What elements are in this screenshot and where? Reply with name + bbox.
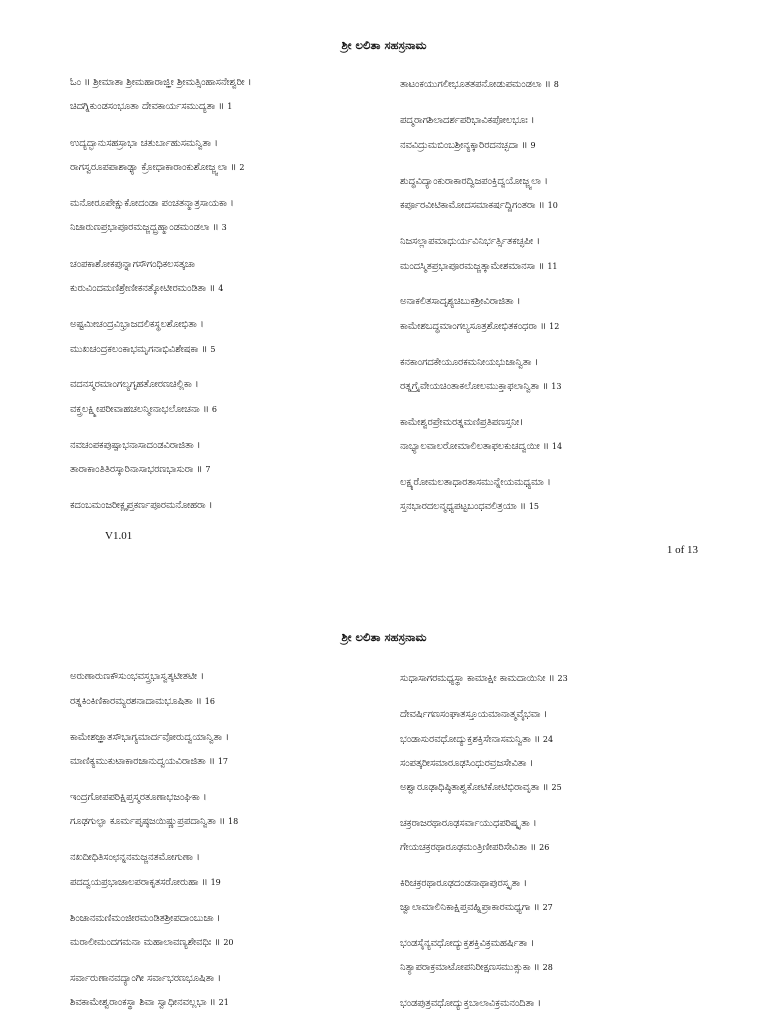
page-title: ಶ್ರೀ ಲಲಿತಾ ಸಹಸ್ರನಾಮ <box>341 630 427 644</box>
verse-line: ಪದದ್ವಯಪ್ರಭಾಜಾಲಪರಾಕೃತಸರೋರುಹಾ ॥ 19 <box>70 877 221 888</box>
verse-line: ಕಾಮೇಶಜ್ಞಾತಸೌಭಾಗ್ಯಮಾರ್ದವೋರುದ್ವಯಾನ್ವಿತಾ । <box>70 732 229 743</box>
verse-line: ಗೂಢಗುಲ್ಫಾ ಕೂರ್ಮಪೃಷ್ಠಜಯಿಷ್ಣುಪ್ರಪದಾನ್ವಿತಾ ॥ 18 <box>70 816 239 827</box>
verse-line: ಮನೋರೂಪೇಕ್ಷುಕೋದಂಡಾ ಪಂಚತನ್ಮಾತ್ರಸಾಯಕಾ । <box>70 198 234 209</box>
verse-number: 8 <box>553 80 559 89</box>
verse-line: ಚಕ್ರರಾಜರಥಾರೂಢಸರ್ವಾಯುಧಪರಿಷ್ಕೃತಾ । <box>400 818 537 829</box>
verse-number: 7 <box>205 465 211 474</box>
verse-number: 9 <box>530 141 536 150</box>
verse-line: ರತ್ನಕಿಂಕಿಣಿಕಾರಮ್ಯರಶನಾದಾಮಭೂಷಿತಾ ॥ 16 <box>70 696 215 707</box>
verse-line: ರಾಗಸ್ವರೂಪಪಾಶಾಢ್ಯಾ ಕ್ರೋಧಾಕಾರಾಂಕುಶೋಜ್ಜ್ವಲಾ ॥ 2 <box>70 162 245 173</box>
verse-number: 19 <box>210 878 221 887</box>
document-page-2 <box>0 590 768 1024</box>
verse-number: 21 <box>218 998 229 1007</box>
verse-line: ಮರಾಲೀಮಂದಗಮನಾ ಮಹಾಲಾವಣ್ಯಶೇವಧಿಃ ॥ 20 <box>70 937 234 948</box>
verse-number: 27 <box>542 903 553 912</box>
verse-line: ನಿಜಾರುಣಪ್ರಭಾಪೂರಮಜ್ಜದ್ಬ್ರಹ್ಮಾಂಡಮಂಡಲಾ ॥ 3 <box>70 222 227 233</box>
verse-line: ಸ್ತನಭಾರದಲನ್ಮಧ್ಯಪಟ್ಟಬಂಧವಲಿತ್ರಯಾ ॥ 15 <box>400 501 539 512</box>
verse-line: ಕಾಮೇಶ್ವರಪ್ರೇಮರತ್ನಮಣಿಪ್ರತಿಪಣಸ್ತನೀ। <box>400 417 524 428</box>
verse-line: ಕನಕಾಂಗದಕೇಯೂರಕಮನೀಯಭುಜಾನ್ವಿತಾ । <box>400 357 539 368</box>
verse-line: ಚಂಪಕಾಶೋಕಪುನ್ನಾಗಸೌಗಂಧಿಕಲಸತ್ಕಚಾ <box>70 259 195 270</box>
verse-line: ಪದ್ಮರಾಗಶಿಲಾದರ್ಶಪರಿಭಾವಿಕಪೋಲಭೂಃ । <box>400 115 535 126</box>
verse-line: ಭಂಡಪುತ್ರವಧೋದ್ಯುಕ್ತಬಾಲಾವಿಕ್ರಮನಂದಿತಾ । <box>400 998 541 1009</box>
verse-line: ಶಿವಕಾಮೇಶ್ವರಾಂಕಸ್ಥಾ ಶಿವಾ ಸ್ವಾಧೀನವಲ್ಲಭಾ ॥ 21 <box>70 997 229 1008</box>
verse-line: ಅಶ್ವಾರೂಢಾಧಿಷ್ಠಿತಾಶ್ವಕೋಟಿಕೋಟಿಭಿರಾವೃತಾ ॥ 25 <box>400 782 562 793</box>
verse-number: 18 <box>228 817 239 826</box>
verse-line: ಕರ್ಪೂರವೀಟಿಕಾಮೋದಸಮಾಕರ್ಷದ್ದಿಗಂತರಾ ॥ 10 <box>400 200 558 211</box>
verse-line: ಭಂಡಾಸುರವಧೋದ್ಯುಕ್ತಶಕ್ತಿಸೇನಾಸಮನ್ವಿತಾ ॥ 24 <box>400 734 554 745</box>
verse-number: 2 <box>239 163 245 172</box>
verse-line: ಶುದ್ಧವಿದ್ಯಾಂಕುರಾಕಾರದ್ವಿಜಪಂಕ್ತಿದ್ವಯೋಜ್ಜ್ವಲಾ । <box>400 176 548 187</box>
verse-number: 11 <box>547 262 558 271</box>
verse-line: ನಿಜಸಲ್ಲಾಪಮಾಧುರ್ಯವಿನಿರ್ಭರ್ತ್ಸಿತಕಚ್ಛಪೀ । <box>400 236 540 247</box>
verse-line: ಕಾಮೇಶಬದ್ಧಮಾಂಗಲ್ಯಸೂತ್ರಶೋಭಿತಕಂಧರಾ ॥ 12 <box>400 321 560 332</box>
verse-number: 5 <box>210 345 216 354</box>
verse-line: ಅಷ್ಟಮೀಚಂದ್ರವಿಭ್ರಾಜದಲಿಕಸ್ಥಲಶೋಭಿತಾ । <box>70 319 204 330</box>
verse-line: ನಾಭ್ಯಾಲವಾಲರೋಮಾಲಿಲತಾಫಲಕುಚದ್ವಯೀ ॥ 14 <box>400 441 563 452</box>
verse-line: ತಾರಾಕಾಂತಿತಿರಸ್ಕಾರಿನಾಸಾಭರಣಭಾಸುರಾ ॥ 7 <box>70 464 211 475</box>
verse-line: ನವಚಂಪಕಪುಷ್ಪಾಭನಾಸಾದಂಡವಿರಾಜಿತಾ । <box>70 440 201 451</box>
verse-line: ಕುರುವಿಂದಮಣಿಶ್ರೇಣೀಕನತ್ಕೋಟೀರಮಂಡಿತಾ ॥ 4 <box>70 283 224 294</box>
verse-line: ವಕ್ತ್ರಲಕ್ಷ್ಮೀಪರೀವಾಹಚಲನ್ಮೀನಾಭಲೋಚನಾ ॥ 6 <box>70 404 217 415</box>
verse-line: ಕದಂಬಮಂಜರೀಕ್ಲೃಪ್ತಕರ್ಣಪೂರಮನೋಹರಾ । <box>70 500 213 511</box>
verse-line: ಗೇಯಚಕ್ರರಥಾರೂಢಮಂತ್ರಿಣೀಪರಿಸೇವಿತಾ ॥ 26 <box>400 842 550 853</box>
verse-line: ಶಿಂಜಾನಮಣಿಮಂಜೀರಮಂಡಿತಶ್ರೀಪದಾಂಬುಜಾ । <box>70 913 221 924</box>
verse-line: ಜ್ವಾಲಾಮಾಲಿನಿಕಾಕ್ಷಿಪ್ತವಹ್ನಿಪ್ರಾಕಾರಮಧ್ಯಗಾ ॥ 27 <box>400 902 553 913</box>
verse-number: 26 <box>539 843 550 852</box>
verse-number: 16 <box>204 697 215 706</box>
verse-line: ಸಂಪತ್ಕರೀಸಮಾರೂಢಸಿಂಧುರವ್ರಜಸೇವಿತಾ । <box>400 758 534 769</box>
verse-number: 15 <box>528 502 539 511</box>
verse-line: ಸರ್ವಾರುಣಾನವದ್ಯಾಂಗೀ ಸರ್ವಾಭರಣಭೂಷಿತಾ । <box>70 973 221 984</box>
page-number: 1 of 13 <box>666 544 698 556</box>
verse-number: 3 <box>221 223 227 232</box>
page-title: ಶ್ರೀ ಲಲಿತಾ ಸಹಸ್ರನಾಮ <box>341 38 427 52</box>
verse-number: 12 <box>549 322 560 331</box>
verse-number: 20 <box>223 938 234 947</box>
verse-line: ಇಂದ್ರಗೋಪಪರಿಕ್ಷಿಪ್ತಸ್ಮರತೂಣಾಭಜಂಘಿಕಾ । <box>70 792 207 803</box>
verse-number: 25 <box>551 783 562 792</box>
verse-number: 28 <box>542 963 553 972</box>
verse-line: ಕಿರಿಚಕ್ರರಥಾರೂಢದಂಡನಾಥಾಪುರಸ್ಕೃತಾ । <box>400 878 527 889</box>
verse-line: ಅನಾಕಲಿತಸಾದೃಶ್ಯಚಿಬುಕಶ್ರೀವಿರಾಜಿತಾ । <box>400 296 521 307</box>
verse-number: 17 <box>217 757 229 766</box>
verse-line: ವದನಸ್ಮರಮಾಂಗಲ್ಯಗೃಹತೋರಣಚಿಲ್ಲಿಕಾ । <box>70 379 199 390</box>
verse-number: 10 <box>547 201 558 210</box>
verse-number: 13 <box>551 382 562 391</box>
verse-number: 14 <box>551 442 563 451</box>
verse-line: ದೇವರ್ಷಿಗಣಸಂಘಾತಸ್ತೂಯಮಾನಾತ್ಮವೈಭವಾ । <box>400 709 548 720</box>
verse-line: ಭಂಡಸೈನ್ಯವಧೋದ್ಯುಕ್ತಶಕ್ತಿವಿಕ್ರಮಹರ್ಷಿತಾ । <box>400 938 535 949</box>
verse-line: ಮಾಣಿಕ್ಯಮುಕುಟಾಕಾರಜಾನುದ್ವಯವಿರಾಜಿತಾ ॥ 17 <box>70 756 229 767</box>
verse-line: ಲಕ್ಷ್ಯರೋಮಲತಾಧಾರತಾಸಮುನ್ನೇಯಮಧ್ಯಮಾ । <box>400 477 551 488</box>
verse-line: ಮುಖಚಂದ್ರಕಲಂಕಾಭಮೃಗನಾಭಿವಿಶೇಷಕಾ ॥ 5 <box>70 344 216 355</box>
verse-line: ಚಿದಗ್ನಿಕುಂಡಸಂಭೂತಾ ದೇವಕಾರ್ಯಸಮುದ್ಯತಾ ॥ 1 <box>70 101 233 112</box>
verse-line: ಓಂ ॥ ಶ್ರೀಮಾತಾ ಶ್ರೀಮಹಾರಾಜ್ಞೀ ಶ್ರೀಮತ್ಸಿಂಹಾಸನೇಶ್ವರೀ । <box>70 77 252 88</box>
verse-line: ಮಂದಸ್ಮಿತಪ್ರಭಾಪೂರಮಜ್ಜತ್ಕಾಮೇಶಮಾನಸಾ ॥ 11 <box>400 261 558 272</box>
verse-line: ನವವಿದ್ರುಮಬಿಂಬಶ್ರೀನ್ಯಕ್ಕಾರಿರದನಚ್ಛದಾ ॥ 9 <box>400 140 536 151</box>
verse-line: ಅರುಣಾರುಣಕೌಸುಂಭವಸ್ತ್ರಭಾಸ್ವತ್ಕಟೀತಟೀ । <box>70 671 204 682</box>
verse-line: ಉದ್ಯದ್ಭಾನುಸಹಸ್ರಾಭಾ ಚತುರ್ಬಾಹುಸಮನ್ವಿತಾ । <box>70 138 218 149</box>
verse-number: 24 <box>542 735 554 744</box>
verse-line: ರತ್ನಗ್ರೈವೇಯಚಿಂತಾಕಲೋಲಮುಕ್ತಾಫಲಾನ್ವಿತಾ ॥ 13 <box>400 381 562 392</box>
verse-line: ನಿತ್ಯಾಪರಾಕ್ರಮಾಟೋಪನಿರೀಕ್ಷಣಸಮುತ್ಸುಕಾ ॥ 28 <box>400 962 553 973</box>
verse-line: ತಾಟಂಕಯುಗಲೀಭೂತತಪನೋಡುಪಮಂಡಲಾ ॥ 8 <box>400 79 559 90</box>
verse-number: 23 <box>557 674 568 683</box>
verse-number: 4 <box>218 284 224 293</box>
verse-number: 1 <box>227 102 233 111</box>
verse-line: ನಖದೀಧಿತಿಸಂಛನ್ನನಮಜ್ಜನತಮೋಗುಣಾ । <box>70 852 200 863</box>
verse-line: ಸುಧಾಸಾಗರಮಧ್ಯಸ್ಥಾ ಕಾಮಾಕ್ಷೀ ಕಾಮದಾಯಿನೀ ॥ 23 <box>400 673 568 684</box>
verse-number: 6 <box>211 405 217 414</box>
version-label: V1.01 <box>105 530 133 542</box>
